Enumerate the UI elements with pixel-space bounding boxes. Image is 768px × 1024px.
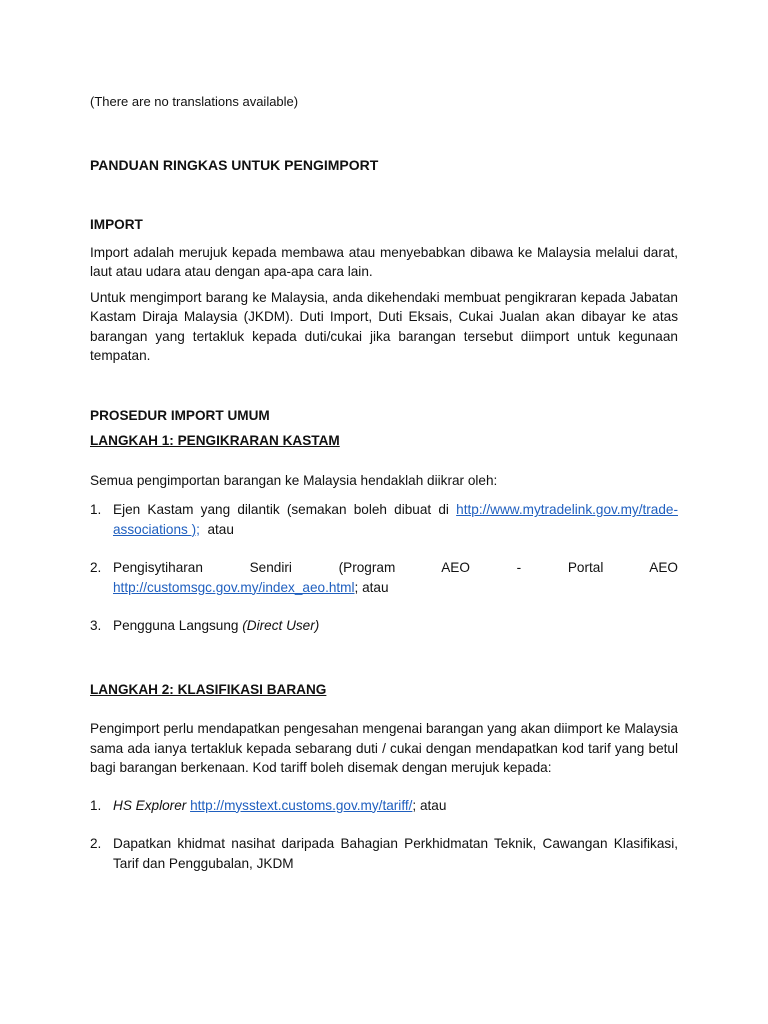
tariff-link[interactable]: http://mysstext.customs.gov.my/tariff/ (190, 797, 413, 813)
procedure-heading: PROSEDUR IMPORT UMUM (90, 407, 270, 423)
import-paragraph-2: Untuk mengimport barang ke Malaysia, anda dikehendaki membuat pengikraran kepada Jabatan Kastam Diraja Malaysia (JKDM). Duti Import, Duti Eksais, Cukai Jualan akan dibayar ke atas barangan yang tertakluk kepada duti/cukai jika barangan tersebut diimport untuk kegunaan tempatan. (90, 289, 678, 363)
list-item-suffix: atau (199, 521, 234, 537)
list-item-suffix: ; atau (412, 797, 447, 813)
list-item-text: Pengisytiharan Sendiri (Program AEO - Portal AEO (113, 560, 678, 575)
aeo-portal-link[interactable]: http://customsgc.gov.my/index_aeo.html (113, 579, 355, 595)
document-page (90, 92, 678, 873)
list-number: 1. (90, 797, 102, 813)
list-item-suffix: ; atau (354, 579, 389, 595)
import-paragraph-1: Import adalah merujuk kepada membawa atau menyebabkan dibawa ke Malaysia melalui darat, laut atau udara atau dengan apa-apa cara lain. (90, 244, 678, 279)
list-item-text: Pengguna Langsung (113, 618, 243, 633)
list-item (90, 616, 678, 636)
list-number: 2. (90, 560, 102, 575)
list-item-text: Dapatkan khidmat nasihat daripada Bahagian Perkhidmatan Teknik, Cawangan Klasifikasi, Tarif dan Penggubalan, JKDM (113, 836, 678, 871)
step1-heading: LANGKAH 1: PENGIKRARAN KASTAM (90, 433, 340, 448)
translation-note: (There are no translations available) (90, 94, 299, 109)
list-item (90, 834, 678, 873)
list-number: 1. (90, 502, 102, 517)
list-item-italic: (Direct User) (242, 618, 320, 633)
list-item (90, 558, 678, 597)
step2-intro: Pengimport perlu mendapatkan pengesahan mengenai barangan yang akan diimport ke Malaysia sama ada ianya tertakluk kepada sebarang duti / cukai dengan mendapatkan kod tarif yang betul bagi barangan berkenaan. Kod tariff boleh disemak dengan merujuk kepada: (90, 721, 678, 775)
list-number: 3. (90, 618, 102, 633)
document-title: PANDUAN RINGKAS UNTUK PENGIMPORT (90, 156, 379, 173)
list-item-text: Ejen Kastam yang dilantik (semakan boleh dibuat di (113, 502, 457, 517)
step2-list (90, 796, 678, 874)
import-heading: IMPORT (90, 217, 143, 232)
step1-list (90, 500, 678, 636)
list-item (90, 500, 678, 539)
list-number: 2. (90, 836, 102, 851)
mytradelink-link[interactable]: http://www.mytradelink.gov.my/trade-associations ); (113, 502, 678, 537)
step2-heading: LANGKAH 2: KLASIFIKASI BARANG (90, 681, 327, 697)
list-item (90, 796, 678, 816)
list-item-italic: HS Explorer (113, 797, 187, 813)
step1-intro: Semua pengimportan barangan ke Malaysia hendaklah diikrar oleh: (90, 472, 498, 488)
